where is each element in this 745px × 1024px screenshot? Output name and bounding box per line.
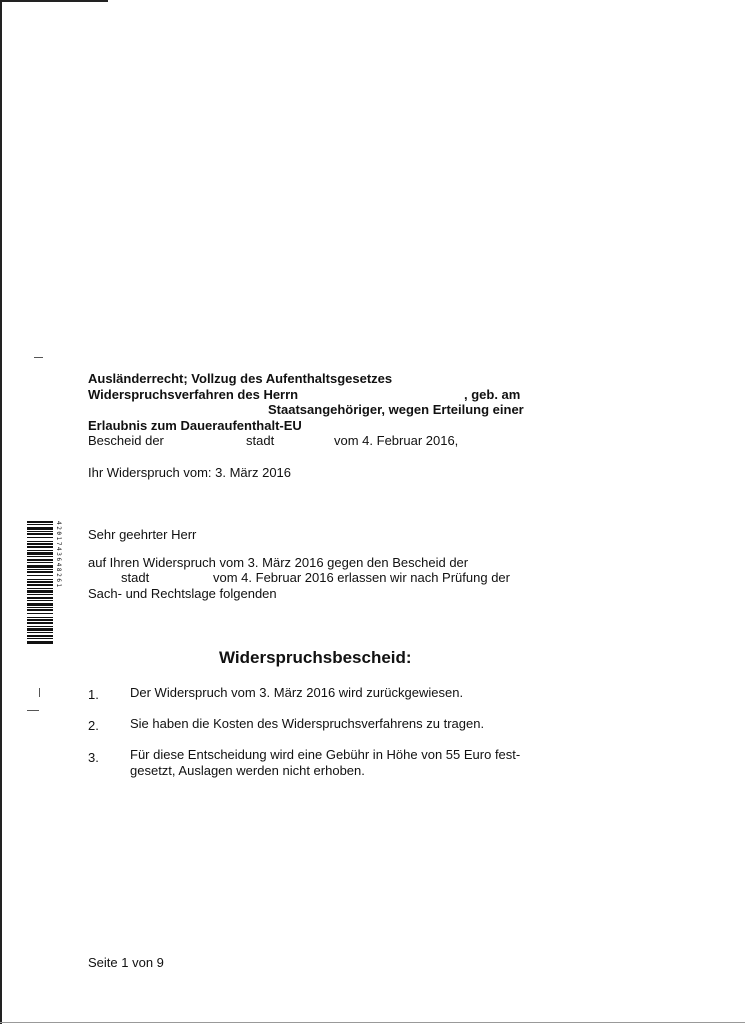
barcode-stripe [27, 524, 53, 525]
barcode-stripe [27, 565, 53, 568]
item-text-continued: gesetzt, Auslagen werden nicht erhoben. [130, 763, 365, 778]
barcode-stripe [27, 569, 53, 570]
barcode-stripe [27, 635, 53, 637]
barcode-stripe [27, 562, 53, 563]
barcode-stripe [27, 600, 53, 601]
scan-mark [27, 710, 39, 711]
barcode-stripe [27, 543, 53, 545]
subject-line-4: Erlaubnis zum Daueraufenthalt-EU [88, 418, 302, 433]
scan-bottom-line [0, 1022, 745, 1023]
barcode-digits: 4201743648261 [55, 521, 62, 589]
barcode-stripe [27, 603, 53, 606]
barcode-stripe [27, 531, 53, 532]
barcode-stripe [27, 628, 53, 631]
barcode-stripe [27, 590, 53, 593]
scan-mark [34, 357, 43, 358]
barcode-stripe [27, 556, 53, 557]
bescheid-stadt: stadt [246, 433, 275, 448]
subject-line-2-left: Widerspruchsverfahren des Herrn [88, 387, 299, 402]
item-text: Der Widerspruch vom 3. März 2016 wird zurückgewiesen. [130, 685, 464, 700]
barcode-stripe [27, 575, 53, 576]
barcode-stripe [27, 533, 53, 535]
scan-edge-top [0, 0, 108, 2]
barcode-stripe [27, 571, 53, 573]
barcode-stripe [27, 607, 53, 608]
barcode-stripe [27, 581, 53, 583]
barcode [27, 521, 61, 645]
barcode-stripe [27, 546, 53, 548]
barcode-stripe [27, 626, 53, 627]
widerspruch-date-line: Ihr Widerspruch vom: 3. März 2016 [88, 465, 292, 480]
item-text: Sie haben die Kosten des Widerspruchsverfahrens zu tragen. [130, 716, 485, 731]
subject-line-3: Staatsangehöriger, wegen Erteilung einer [268, 402, 524, 417]
subject-line-2-right: , geb. am [464, 387, 521, 402]
barcode-stripe [27, 619, 53, 621]
barcode-stripe [27, 594, 53, 595]
barcode-stripe [27, 559, 53, 561]
barcode-bars [27, 521, 53, 645]
barcode-stripe [27, 632, 53, 633]
item-text: Für diese Entscheidung wird eine Gebühr in Höhe von 55 Euro fest- [130, 747, 521, 762]
intro-line-1: auf Ihren Widerspruch vom 3. März 2016 gegen den Bescheid der [88, 555, 469, 570]
intro-line-3: Sach- und Rechtslage folgenden [88, 586, 277, 601]
document-title: Widerspruchsbescheid: [219, 648, 412, 667]
barcode-stripe [27, 622, 53, 624]
intro-line-2-stadt: stadt [121, 570, 150, 585]
scan-edge-left [0, 0, 2, 1024]
item-number: 2. [88, 718, 99, 733]
barcode-stripe [27, 597, 53, 599]
page-footer: Seite 1 von 9 [88, 955, 164, 970]
barcode-stripe [27, 588, 53, 589]
item-number: 1. [88, 687, 99, 702]
scan-mark [39, 688, 40, 697]
bescheid-date: vom 4. Februar 2016, [334, 433, 459, 448]
barcode-stripe [27, 617, 53, 618]
barcode-stripe [27, 613, 53, 614]
salutation: Sehr geehrter Herr [88, 527, 197, 542]
barcode-stripe [27, 641, 53, 644]
barcode-stripe [27, 609, 53, 611]
barcode-stripe [27, 579, 53, 580]
item-number: 3. [88, 750, 99, 765]
barcode-stripe [27, 527, 53, 530]
barcode-stripe [27, 584, 53, 586]
barcode-stripe [27, 550, 53, 551]
barcode-stripe [27, 541, 53, 542]
barcode-stripe [27, 521, 53, 523]
barcode-stripe [27, 638, 53, 639]
intro-line-2-rest: vom 4. Februar 2016 erlassen wir nach Prüfung der [213, 570, 510, 585]
subject-line-1: Ausländerrecht; Vollzug des Aufenthaltsgesetzes [88, 371, 393, 386]
barcode-stripe [27, 537, 53, 538]
bescheid-label: Bescheid der [88, 433, 164, 448]
barcode-stripe [27, 552, 53, 555]
